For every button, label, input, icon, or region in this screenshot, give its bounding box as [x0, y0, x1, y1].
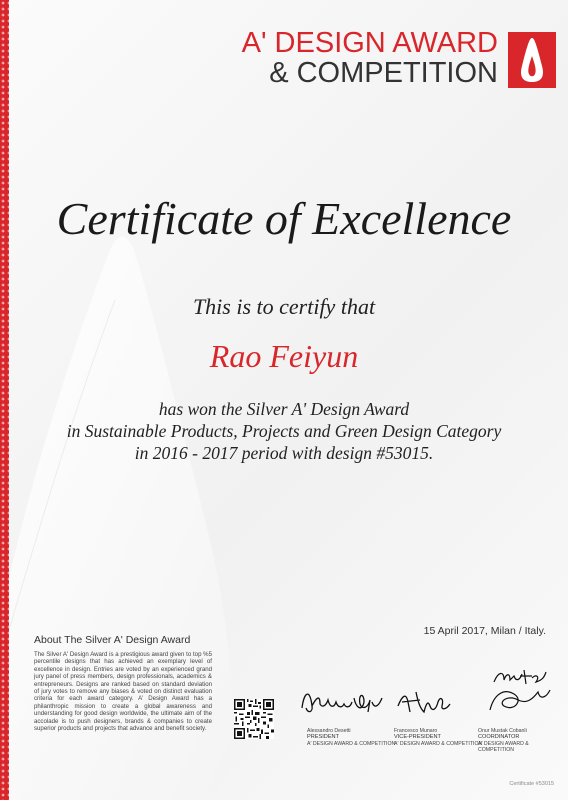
recipient-name: Rao Feiyun — [209, 338, 359, 374]
signature-vice-president — [392, 678, 462, 724]
signatory-org: A' DESIGN AWARD & COMPETITION — [307, 740, 396, 747]
statement-line: in Sustainable Products, Projects and Green Design Category — [66, 421, 502, 441]
signatory-coordinator — [478, 728, 564, 754]
statement-line: in 2016 - 2017 period with design #53015. — [134, 443, 434, 463]
signatory-name: Onur Mustak Cobanli — [478, 728, 527, 734]
certificate-number: Certificate #53015 — [509, 781, 554, 787]
date-place: 15 April 2017, Milan / Italy. — [423, 625, 546, 637]
signatory-name: Francesco Munaro — [394, 728, 438, 734]
certificate-title: Certificate of Excellence — [56, 193, 512, 244]
qr-code-icon — [234, 699, 274, 739]
signature-president — [298, 678, 388, 724]
signatory-role: PRESIDENT — [307, 734, 340, 741]
award-statement — [0, 398, 568, 464]
award-logo — [242, 28, 556, 88]
a-design-logo-icon — [508, 32, 556, 88]
signatory-role: COORDINATOR — [478, 734, 520, 741]
statement-line: has won the Silver A' Design Award — [158, 399, 410, 419]
signatory-org: A' DESIGN AWARD & COMPETITION — [478, 740, 529, 754]
about-title: About The Silver A' Design Award — [34, 634, 191, 646]
about-text: The Silver A' Design Award is a prestigious award given to top %5 percentile designs that has achieved an exemplary level of excellence in design. Entries are voted by an experienced grand jury panel of press members, design professionals, academics & entrepreneurs. Designs are ranked based on standard deviation of jury votes to remove any biases & voted on distinct evaluation criteria for each award category. A' Design Award has a philanthropic mission to create a global awareness and understanding for good design worldwide, the ultimate aim of the accolade is to push designers, brands & companies to create superior products and projects that advance and benefit society. — [34, 651, 212, 733]
signature-coordinator — [484, 664, 556, 722]
certify-line: This is to certify that — [192, 294, 376, 319]
signatory-org: A' DESIGN AWARD & COMPETITION — [394, 740, 483, 747]
logo-line-1: A' DESIGN AWARD — [241, 27, 498, 59]
logo-line-2: & COMPETITION — [269, 57, 498, 89]
signatory-role: VICE-PRESIDENT — [394, 734, 441, 741]
about-section — [34, 634, 212, 732]
signatory-name: Alessandro Desetti — [307, 728, 351, 734]
